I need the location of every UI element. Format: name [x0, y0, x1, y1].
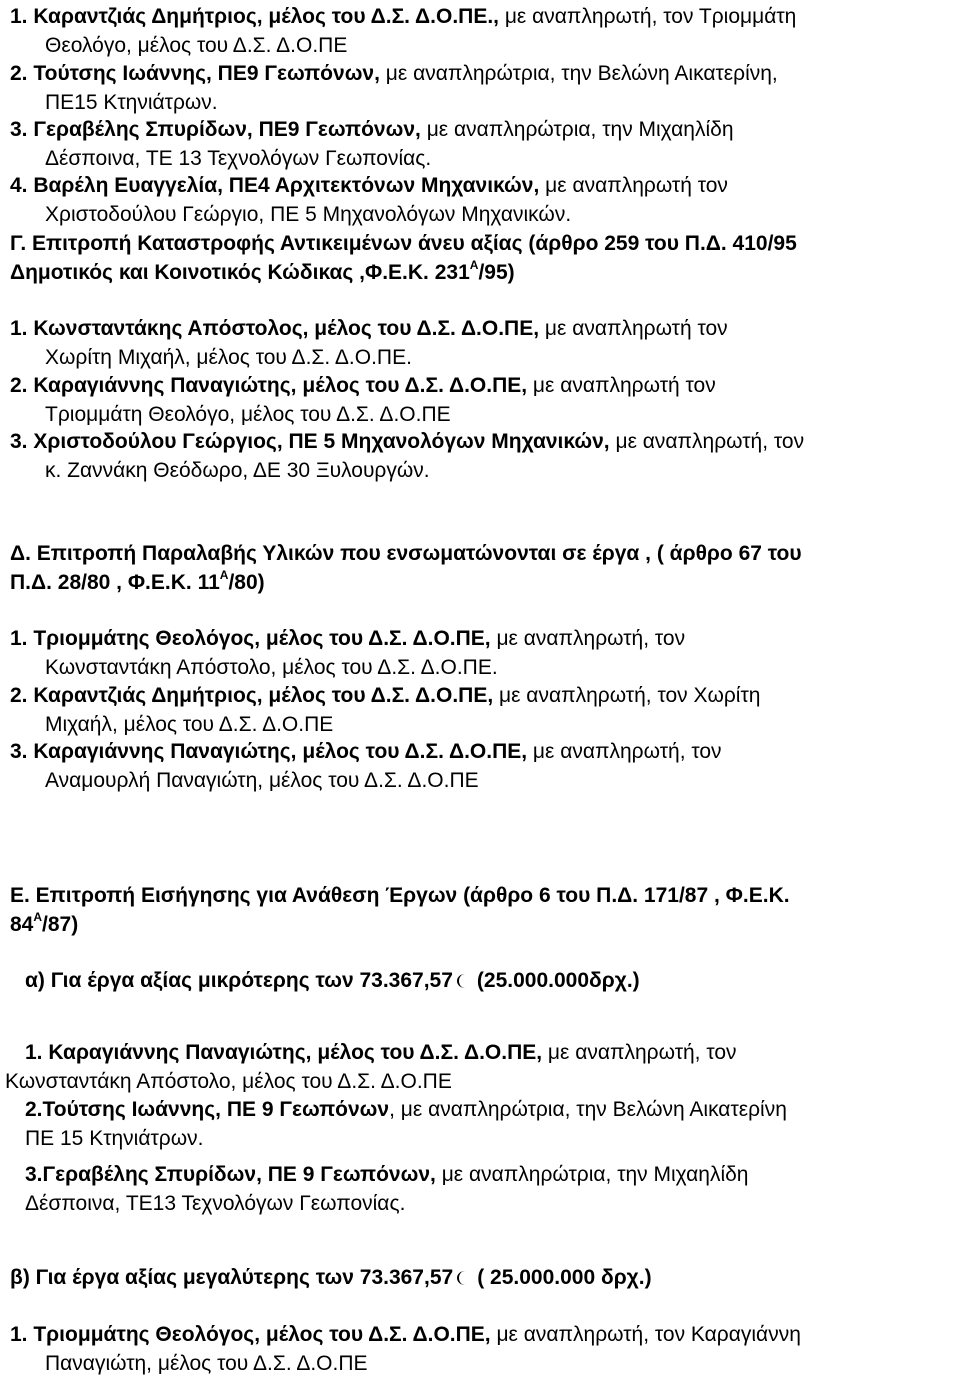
subsection-heading: α) Για έργα αξίας μικρότερης των 73.367,57 (25.000.000δρχ.) — [25, 969, 640, 992]
list-item-continuation: Κωνσταντάκη Απόστολο, μέλος του Δ.Σ. Δ.Ο.ΠΕ — [5, 1070, 452, 1093]
list-item-continuation: Δέσποινα, ΤΕ 13 Τεχνολόγων Γεωπονίας. — [45, 147, 432, 170]
list-item-continuation: Παναγιώτη, μέλος του Δ.Σ. Δ.Ο.ΠΕ — [45, 1352, 368, 1375]
list-item: 1. Τριομμάτης Θεολόγος, μέλος του Δ.Σ. Δ.Ο.ΠΕ, με αναπληρωτή, τον — [10, 627, 686, 650]
list-item: 1. Κωνσταντάκης Απόστολος, μέλος του Δ.Σ. Δ.Ο.ΠΕ, με αναπληρωτή τον — [10, 317, 728, 340]
list-item: 1. Καραγιάννης Παναγιώτης, μέλος του Δ.Σ. Δ.Ο.ΠΕ, με αναπληρωτή, τον — [25, 1041, 737, 1064]
list-item: 1. Καραντζιάς Δημήτριος, μέλος του Δ.Σ. Δ.Ο.ΠΕ., με αναπληρωτή, τον Τριομμάτη — [10, 5, 797, 28]
list-item-continuation: Δέσποινα, ΤΕ13 Τεχνολόγων Γεωπονίας. — [25, 1192, 406, 1215]
section-heading: Δ. Επιτροπή Παραλαβής Υλικών που ενσωματώνονται σε έργα , ( άρθρο 67 του — [10, 542, 802, 565]
euro-icon — [457, 974, 473, 988]
list-item: 3. Καραγιάννης Παναγιώτης, μέλος του Δ.Σ. Δ.Ο.ΠΕ, με αναπληρωτή, τον — [10, 740, 722, 763]
list-item-continuation: Αναμουρλή Παναγιώτη, μέλος του Δ.Σ. Δ.Ο.ΠΕ — [45, 769, 479, 792]
list-item: 4. Βαρέλη Ευαγγελία, ΠΕ4 Αρχιτεκτόνων Μηχανικών, με αναπληρωτή τον — [10, 174, 728, 197]
list-item-continuation: Χριστοδούλου Γεώργιο, ΠΕ 5 Μηχανολόγων Μηχανικών. — [45, 203, 572, 226]
section-heading: Ε. Επιτροπή Εισήγησης για Ανάθεση Έργων (άρθρο 6 του Π.Δ. 171/87 , Φ.Ε.Κ. — [10, 884, 790, 907]
list-item-continuation: Τριομμάτη Θεολόγο, μέλος του Δ.Σ. Δ.Ο.ΠΕ — [45, 403, 451, 426]
list-item-continuation: Μιχαήλ, μέλος του Δ.Σ. Δ.Ο.ΠΕ — [45, 713, 334, 736]
list-item-continuation: Χωρίτη Μιχαήλ, μέλος του Δ.Σ. Δ.Ο.ΠΕ. — [45, 346, 412, 369]
list-item: 2. Τούτσης Ιωάννης, ΠΕ9 Γεωπόνων, με αναπληρώτρια, την Βελώνη Αικατερίνη, — [10, 62, 778, 85]
list-item: 3. Γεραβέλης Σπυρίδων, ΠΕ9 Γεωπόνων, με αναπληρώτρια, την Μιχαηλίδη — [10, 118, 734, 141]
list-item: 2. Καραγιάννης Παναγιώτης, μέλος του Δ.Σ. Δ.Ο.ΠΕ, με αναπληρωτή τον — [10, 374, 716, 397]
list-item: 3. Χριστοδούλου Γεώργιος, ΠΕ 5 Μηχανολόγων Μηχανικών, με αναπληρωτή, τον — [10, 430, 805, 453]
section-heading-cont: $84^A/87$) — [10, 910, 79, 936]
list-item: 2. Καραντζιάς Δημήτριος, μέλος του Δ.Σ. Δ.Ο.ΠΕ, με αναπληρωτή, τον Χωρίτη — [10, 684, 761, 707]
euro-icon — [457, 1271, 473, 1285]
subsection-heading: β) Για έργα αξίας μεγαλύτερης των 73.367,57 ( 25.000.000 δρχ.) — [10, 1266, 652, 1289]
section-heading-cont: Δημοτικός και Κοινοτικός Κώδικας ,Φ.Ε.Κ. $231^A/95$) — [10, 258, 515, 284]
list-item: 2.Τούτσης Ιωάννης, ΠΕ 9 Γεωπόνων, με αναπληρώτρια, την Βελώνη Αικατερίνη — [25, 1098, 787, 1121]
list-item-continuation: Κωνσταντάκη Απόστολο, μέλος του Δ.Σ. Δ.Ο.ΠΕ. — [45, 656, 498, 679]
list-item-continuation: Θεολόγο, μέλος του Δ.Σ. Δ.Ο.ΠΕ — [45, 34, 348, 57]
section-heading: Γ. Επιτροπή Καταστροφής Αντικειμένων άνευ αξίας (άρθρο 259 του Π.Δ. 410/95 — [10, 232, 797, 255]
list-item-continuation: ΠΕ15 Κτηνιάτρων. — [45, 91, 218, 114]
list-item: 1. Τριομμάτης Θεολόγος, μέλος του Δ.Σ. Δ.Ο.ΠΕ, με αναπληρωτή, τον Καραγιάννη — [10, 1323, 801, 1346]
list-item-continuation: κ. Ζαννάκη Θεόδωρο, ΔΕ 30 Ξυλουργών. — [45, 459, 430, 482]
list-item: 3.Γεραβέλης Σπυρίδων, ΠΕ 9 Γεωπόνων, με αναπληρώτρια, την Μιχαηλίδη — [25, 1163, 749, 1186]
list-item-continuation: ΠΕ 15 Κτηνιάτρων. — [25, 1127, 204, 1150]
section-heading-cont: Π.Δ. 28/80 , Φ.Ε.Κ. $11^A/80$) — [10, 568, 265, 594]
